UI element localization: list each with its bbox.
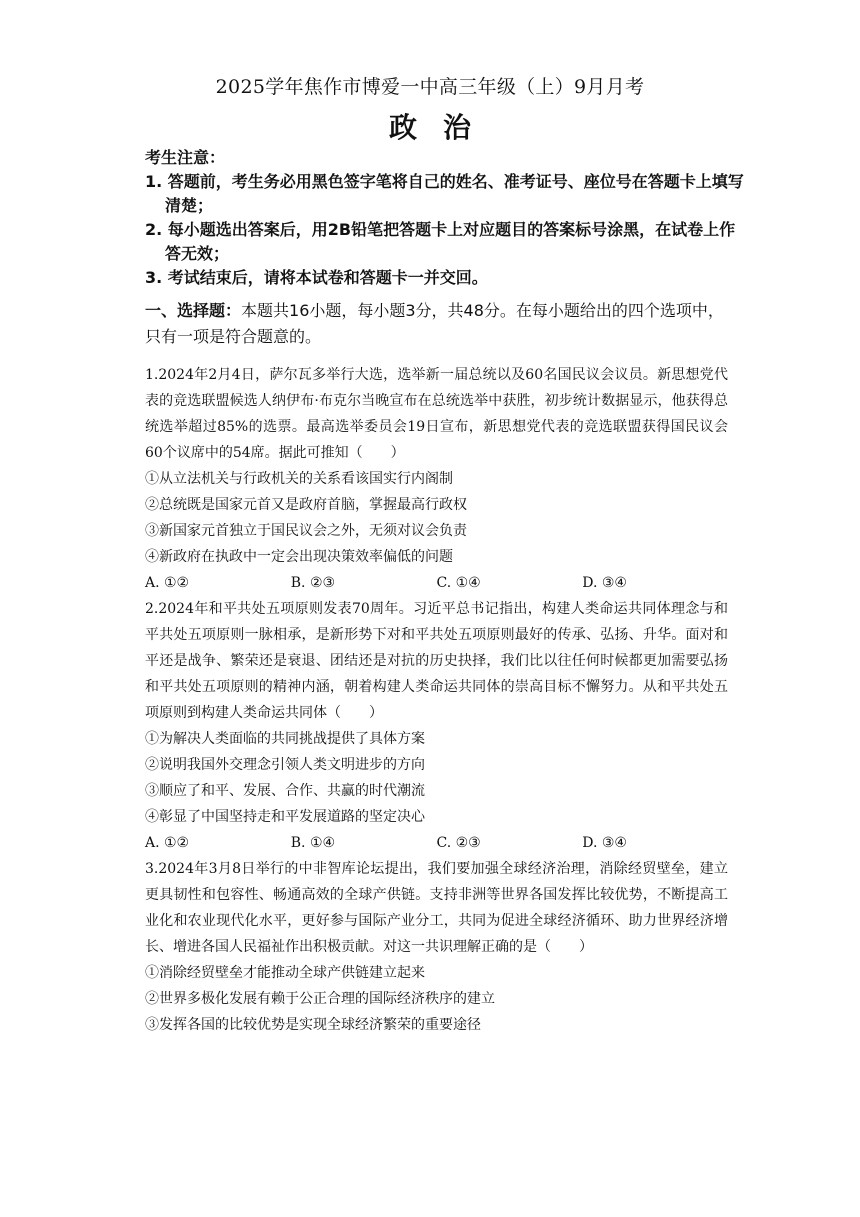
subject-title: 政治 bbox=[388, 111, 497, 144]
question-list bbox=[145, 362, 728, 1038]
notice-item: 3. 考试结束后，请将本试卷和答题卡一并交回。 bbox=[145, 268, 488, 287]
question-option: ①消除经贸壁垒才能推动全球产供链建立起来 bbox=[145, 965, 425, 981]
question-option: ②说明我国外交理念引领人类文明进步的方向 bbox=[145, 757, 425, 773]
answer-choice: B. ②③ bbox=[290, 575, 336, 591]
exam-title: 2025学年焦作市博爱一中高三年级（上）9月月考 bbox=[215, 76, 645, 98]
question-option: ②世界多极化发展有赖于公正合理的国际经济秩序的建立 bbox=[145, 991, 495, 1007]
notice-item: 2. 每小题选出答案后，用2B铅笔把答题卡上对应题目的答案标号涂黑，在试卷上作答无效； bbox=[145, 220, 736, 263]
section-title: 一、选择题： bbox=[145, 301, 242, 320]
answer-choice: A. ①② bbox=[145, 835, 190, 851]
question-stem: 1.2024年2月4日，萨尔瓦多举行大选，选举新一届总统以及60名国民议会议员。新思想党代表的竞选联盟候选人纳伊布·布克尔当晚宣布在总统选举中获胜，初步统计数据显示，他获得总统选举超过85%的选票。最高选举委员会19日宣布，新思想党代表的竞选联盟获得国民议会60个议席中的54席。据此可推知（ ） bbox=[145, 367, 728, 461]
question-2 bbox=[145, 596, 728, 856]
answer-choice: C. ②③ bbox=[436, 835, 481, 851]
answer-choices bbox=[145, 830, 728, 856]
question-option: ①为解决人类面临的共同挑战提供了具体方案 bbox=[145, 731, 425, 747]
question-stem: 2.2024年和平共处五项原则发表70周年。习近平总书记指出，构建人类命运共同体理念与和平共处五项原则一脉相承，是新形势下对和平共处五项原则最好的传承、弘扬、升华。面对和平还是战争、繁荣还是衰退、团结还是对抗的历史抉择，我们比以往任何时候都更加需要弘扬和平共处五项原则的精神内涵，朝着构建人类命运共同体的崇高目标不懈努力。从和平共处五项原则到构建人类命运共同体（ ） bbox=[145, 601, 728, 721]
answer-choices bbox=[145, 570, 728, 596]
question-option: ①从立法机关与行政机关的关系看该国实行内阁制 bbox=[145, 471, 453, 487]
question-option: ③发挥各国的比较优势是实现全球经济繁荣的重要途径 bbox=[145, 1017, 481, 1033]
answer-choice: C. ①④ bbox=[436, 575, 481, 591]
notice-item: 1. 答题前，考生务必用黑色签字笔将自己的姓名、准考证号、座位号在答题卡上填写清楚； bbox=[145, 172, 744, 215]
question-3 bbox=[145, 856, 728, 1038]
section-description: 本题共16小题，每小题3分，共48分。在每小题给出的四个选项中，只有一项是符合题意的。 bbox=[145, 301, 724, 346]
question-option: ③顺应了和平、发展、合作、共赢的时代潮流 bbox=[145, 783, 425, 799]
question-1 bbox=[145, 362, 728, 596]
question-stem: 3.2024年3月8日举行的中非智库论坛提出，我们要加强全球经济治理，消除经贸壁垒，建立更具韧性和包容性、畅通高效的全球产供链。支持非洲等世界各国发挥比较优势，不断提高工业化和农业现代化水平，更好参与国际产业分工，共同为促进全球经济循环、助力世界经济增长、增进各国人民福祉作出积极贡献。对这一共识理解正确的是（ ） bbox=[145, 861, 728, 955]
answer-choice: D. ③④ bbox=[582, 835, 627, 851]
question-option: ②总统既是国家元首又是政府首脑，掌握最高行政权 bbox=[145, 497, 467, 513]
answer-choice: D. ③④ bbox=[582, 575, 627, 591]
question-option: ④彰显了中国坚持走和平发展道路的坚定决心 bbox=[145, 809, 425, 825]
question-option: ④新政府在执政中一定会出现决策效率偏低的问题 bbox=[145, 549, 453, 565]
notice-heading: 考生注意： bbox=[145, 148, 226, 167]
answer-choice: A. ①② bbox=[145, 575, 190, 591]
exam-notice bbox=[145, 146, 745, 290]
section-heading bbox=[145, 298, 735, 350]
question-option: ③新国家元首独立于国民议会之外，无须对议会负责 bbox=[145, 523, 467, 539]
answer-choice: B. ①④ bbox=[290, 835, 336, 851]
